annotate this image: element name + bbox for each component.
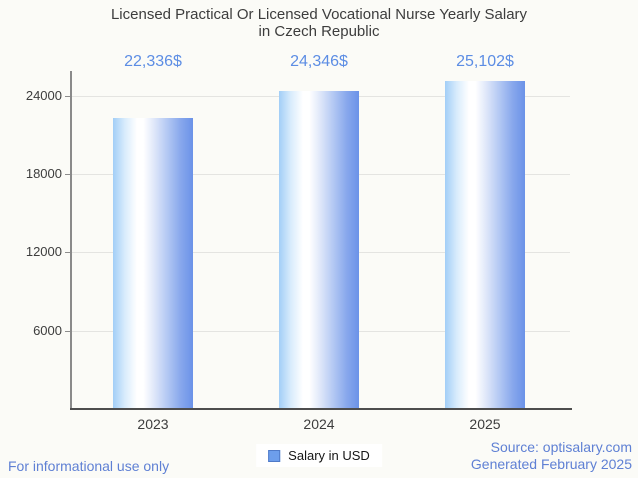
x-axis-line [70,408,572,410]
generated-date: Generated February 2025 [470,456,632,472]
y-axis-line [70,71,72,409]
legend-swatch [268,450,280,462]
legend-label: Salary in USD [288,448,370,463]
y-tick-label-24000: 24000 [25,87,62,103]
value-label-2025: 25,102$ [456,53,514,70]
bar-2024[interactable] [279,91,359,409]
y-tick-label-18000: 18000 [25,166,62,182]
footer-source-block [471,439,632,473]
x-tick-label-2023: 2023 [137,416,169,432]
bar-2025[interactable] [445,81,525,409]
source-link[interactable]: Source: optisalary.com [490,439,632,455]
value-label-2024: 24,346$ [290,53,348,70]
y-tick-label-12000: 12000 [25,244,62,260]
bar-2023[interactable] [113,118,193,409]
chart-title-line1: Licensed Practical Or Licensed Vocational Nurse Yearly Salary [110,6,528,23]
chart-title-line2: in Czech Republic [258,23,380,40]
y-tick-label-6000: 6000 [33,322,62,338]
value-label-2023: 22,336$ [124,53,182,70]
disclaimer-text: For informational use only [8,458,170,474]
legend[interactable] [256,444,382,467]
x-tick-label-2025: 2025 [469,416,501,432]
x-tick-label-2024: 2024 [303,416,335,432]
